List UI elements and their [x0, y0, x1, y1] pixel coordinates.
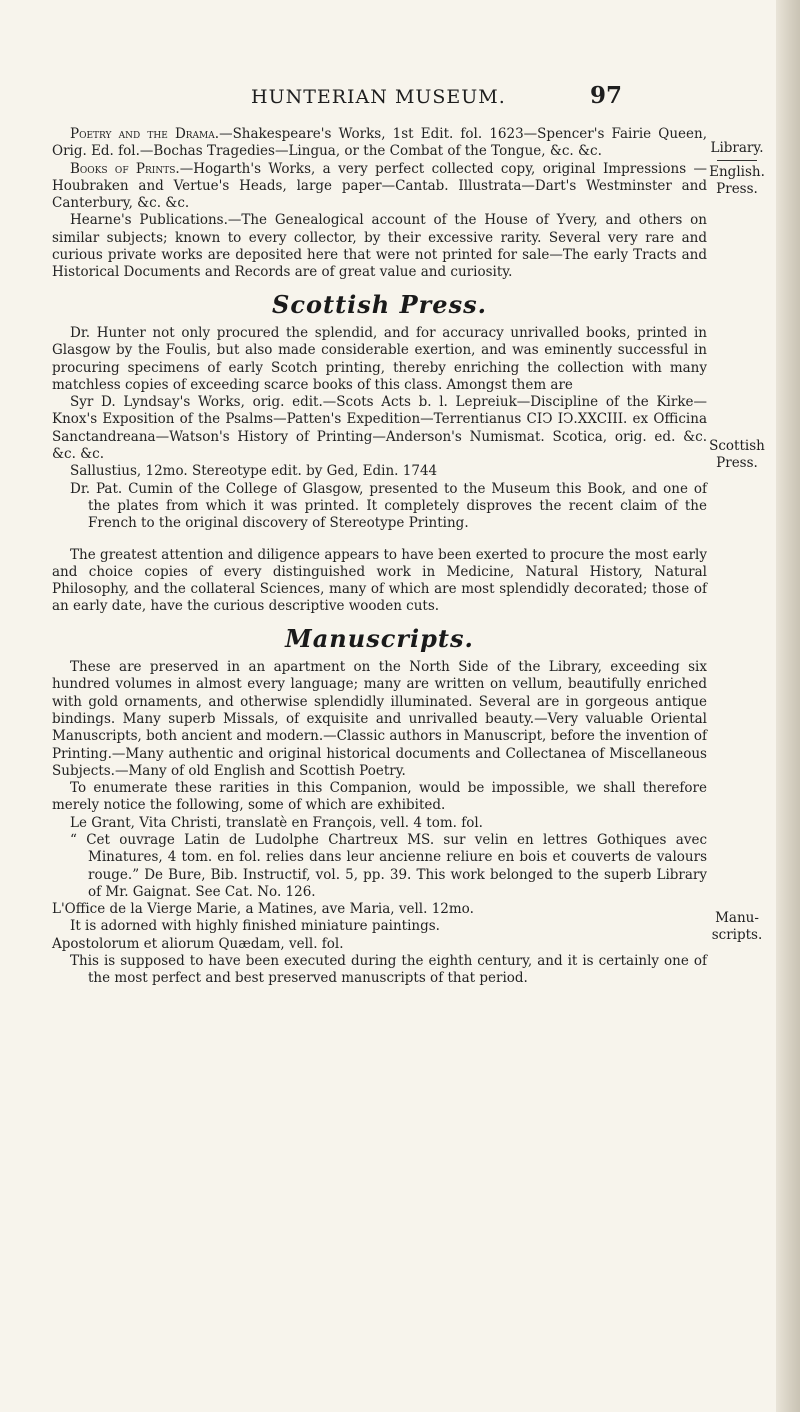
text-prints: —Hogarth's Works, a very perfect collected copy, original Impressions —Houbraken and Vertue's Heads, large paper—Cantab. Illustrata—Dart's Westminster and Canterbury, &c. &c.	[52, 160, 707, 212]
margin-note-library	[704, 140, 770, 198]
note-office-vierge: It is adorned with highly finished miniature paintings.	[70, 918, 440, 935]
item-le-grant: Le Grant, Vita Christi, translatè en François, vell. 4 tom. fol.	[70, 814, 483, 831]
item-office-vierge: L'Office de la Vierge Marie, a Matines, ave Maria, vell. 12mo.	[52, 901, 474, 918]
note-cumin: Dr. Pat. Cumin of the College of Glasgow, presented to the Museum this Book, and one of the plates from which it was printed. It completely disproves the recent claim of the French to the original discovery of Stereotype Printing.	[70, 480, 707, 532]
paragraph-enumerate: To enumerate these rarities in this Companion, would be impossible, we shall therefore merely notice the following, some of which are exhibited.	[52, 780, 707, 814]
heading-manuscripts: Manuscripts.	[285, 623, 474, 653]
margin-note-scottish	[704, 438, 770, 472]
margin-english-label: English.	[709, 164, 765, 180]
body-text	[52, 126, 707, 988]
margin-scottish-press-label: Press.	[716, 455, 758, 471]
page-header	[0, 78, 776, 118]
spacer	[52, 533, 707, 547]
note-apostolorum: This is supposed to have been executed during the eighth century, and it is certainly one of the most perfect and best preserved manuscripts of that period.	[70, 953, 707, 987]
margin-manu-label: Manu-	[715, 910, 759, 926]
margin-scripts-label: scripts.	[711, 927, 763, 943]
paragraph-prints	[52, 161, 707, 213]
heading-scottish-press: Scottish Press.	[272, 289, 487, 319]
page-number: 97	[590, 82, 623, 109]
paragraph-scottish-intro: Dr. Hunter not only procured the splendid, and for accuracy unrivalled books, printed in Glasgow by the Foulis, but also made considerable exertion, and was eminently successful in procuring specimens of early Scotch printing, thereby enriching the collection with many matchless copies of exceeding scarce books of this class. Amongst them are	[52, 324, 707, 393]
item-apostolorum: Apostolorum et aliorum Quædam, vell. fol.	[52, 935, 344, 952]
margin-rule	[717, 160, 757, 161]
paragraph-attention: The greatest attention and diligence appears to have been exerted to procure the most early and choice copies of every distinguished work in Medicine, Natural History, Natural Philosophy, and the collateral Sciences, many of which are most splendidly decorated; those of an early date, have the curious descriptive wooden cuts.	[52, 546, 707, 615]
lead-poetry: Poetry and the Drama.	[70, 126, 220, 142]
quote-le-grant: “ Cet ouvrage Latin de Ludolphe Chartreux MS. sur velin en lettres Gothiques avec Minatures, 4 tom. en fol. relies dans leur ancienne reliure en bois et couverts de valours rouge.” De Bure, Bib. Instructif, vol. 5, pp. 39. This work belonged to the superb Library of Mr. Gaignat. See Cat. No. 126.	[70, 831, 707, 900]
list-sallustius: Sallustius, 12mo. Stereotype edit. by Ged, Edin. 1744	[70, 463, 438, 480]
margin-note-manuscripts	[704, 910, 770, 944]
margin-library-label: Library.	[710, 140, 764, 156]
paragraph-hearne: Hearne's Publications.—The Genealogical account of the House of Yvery, and others on similar subjects; known to every collector, by their excessive rarity. Several very rare and curious private works are deposited here that were not printed for sale—The early Tracts and Historical Documents and Records are of great value and curiosity.	[52, 212, 707, 281]
margin-press-label: Press.	[716, 181, 758, 197]
lead-prints: Books of Prints.	[70, 160, 180, 177]
paragraph-poetry	[52, 126, 707, 161]
running-title: HUNTERIAN MUSEUM.	[251, 86, 506, 108]
paragraph-manuscripts: These are preserved in an apartment on the North Side of the Library, exceeding six hundred volumes in almost every language; many are written on vellum, beautifully enriched with gold ornaments, and otherwise splendidly illuminated. Several are in gorgeous antique bindings. Many superb Missals, of exquisite and unrivalled beauty.—Very valuable Oriental Manuscripts, both ancient and modern.—Classic authors in Manuscript, before the invention of Printing.—Many authentic and original historical documents and Collectanea of Miscellaneous Subjects.—Many of old English and Scottish Poetry.	[52, 659, 707, 779]
text-poetry: —Shakespeare's Works, 1st Edit. fol. 1623—Spencer's Fairie Queen, Orig. Ed. fol.—Bochas Tragedies—Lingua, or the Combat of the Tongue, &c. &c.	[52, 126, 708, 160]
list-scottish-works: Syr D. Lyndsay's Works, orig. edit.—Scots Acts b. l. Lepreiuk—Discipline of the Kirke—Knox's Exposition of the Psalms—Patten's Expedition—Terrentianus CIↃ IↃ.XXCIII. ex Officina Sanctandreana—Watson's History of Printing—Anderson's Numismat. Scotica, orig. ed. &c. &c. &c.	[52, 394, 707, 463]
page-edge	[776, 0, 800, 1412]
margin-scottish-label: Scottish	[709, 438, 765, 454]
